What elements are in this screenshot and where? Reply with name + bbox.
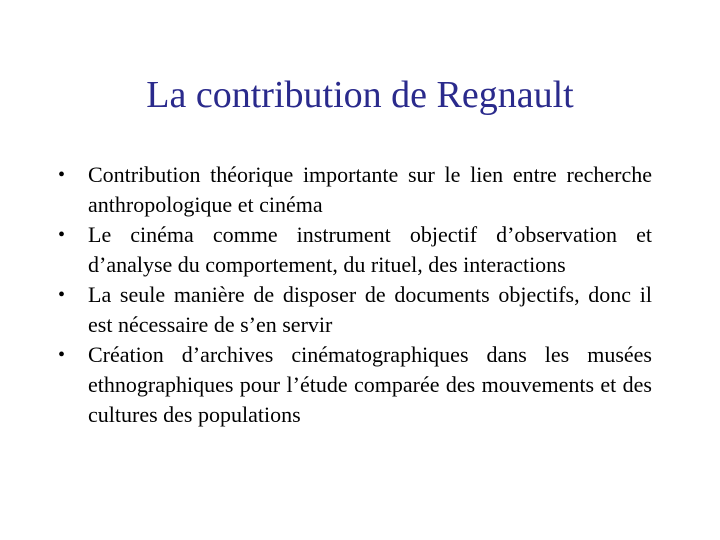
bullet-text: Contribution théorique importante sur le lien entre recherche anthropologique et cinéma (88, 162, 652, 217)
bullet-icon: • (58, 284, 66, 306)
bullet-list (58, 160, 652, 430)
bullet-item (58, 160, 652, 220)
bullet-text: Le cinéma comme instrument objectif d’observation et d’analyse du comportement, du rituel, des interactions (88, 222, 652, 277)
bullet-item (58, 220, 652, 280)
slide-title: La contribution de Regnault (146, 74, 574, 116)
bullet-text: Création d’archives cinématographiques dans les musées ethnographiques pour l’étude comparée des mouvements et des cultures des populations (88, 342, 652, 427)
bullet-icon: • (58, 164, 66, 186)
bullet-item (58, 340, 652, 430)
bullet-icon: • (58, 344, 66, 366)
bullet-icon: • (58, 224, 66, 246)
bullet-item (58, 280, 652, 340)
bullet-text: La seule manière de disposer de documents objectifs, donc il est nécessaire de s’en servir (88, 282, 652, 337)
